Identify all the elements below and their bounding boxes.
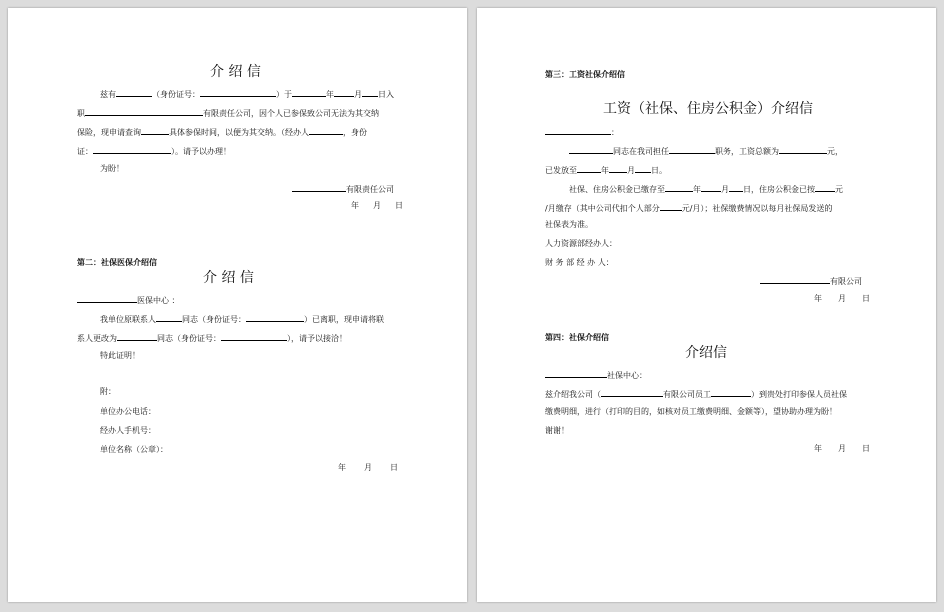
section2-line-4: 特此证明！ <box>100 351 140 360</box>
section1-company <box>292 183 394 195</box>
blank-field <box>635 164 651 173</box>
date-year: 年 <box>351 201 359 210</box>
section4-heading: 第四：社保介绍信 <box>545 333 609 342</box>
blank-field <box>85 107 203 116</box>
section3-line-1 <box>545 126 619 138</box>
text: ，身份 <box>343 128 367 137</box>
text: 同志在我司担任 <box>613 147 669 156</box>
section2-date <box>338 463 398 473</box>
section1-line-4 <box>77 145 231 157</box>
section2-title: 介 绍 信 <box>203 270 254 286</box>
text: 月 <box>721 185 729 194</box>
section1-title: 介 绍 信 <box>210 64 261 80</box>
section4-title: 介绍信 <box>685 345 727 361</box>
section3-line-4 <box>569 183 843 195</box>
blank-field <box>77 294 137 303</box>
date-year: 年 <box>814 444 822 453</box>
blank-field <box>156 313 182 322</box>
blank-field <box>669 145 715 154</box>
section3-line-6: 社保表为准。 <box>545 220 593 229</box>
section4-date <box>814 444 870 454</box>
blank-field <box>665 183 693 192</box>
blank-field <box>577 164 601 173</box>
section3-line-5 <box>545 202 832 214</box>
blank-field <box>292 88 326 97</box>
blank-field <box>221 332 287 341</box>
text: 日入 <box>378 90 394 99</box>
text: 医保中心 ： <box>137 296 180 305</box>
section1-line-2 <box>77 107 379 119</box>
date-month: 月 <box>364 463 372 472</box>
text: ）到贵处打印参保人员社保 <box>751 390 847 399</box>
date-year: 年 <box>814 294 822 303</box>
section3-line-2 <box>569 145 843 157</box>
text: 兹有 <box>100 90 116 99</box>
section2-line-1 <box>77 294 180 306</box>
text: 月 <box>354 90 362 99</box>
blank-field <box>200 88 276 97</box>
text: 社保中心： <box>607 371 647 380</box>
blank-field <box>569 145 613 154</box>
blank-field <box>93 145 171 154</box>
section2-heading: 第二：社保医保介绍信 <box>77 258 157 267</box>
blank-field <box>309 126 343 135</box>
date-day: 日 <box>862 294 870 303</box>
text: 同志（身份证号： <box>182 315 246 324</box>
blank-field <box>711 388 751 397</box>
text: /月缴存（其中公司代扣个人部分 <box>545 204 660 213</box>
blank-field <box>729 183 743 192</box>
section1-line-5: 为盼！ <box>100 164 124 173</box>
document-page-2 <box>477 8 936 602</box>
blank-field <box>292 183 346 192</box>
section2-phone: 单位办公电话： <box>100 407 156 416</box>
text: 兹介绍我公司（ <box>545 390 601 399</box>
blank-field <box>660 202 682 211</box>
blank-field <box>545 126 611 135</box>
blank-field <box>117 332 157 341</box>
blank-field <box>141 126 169 135</box>
text: 有限责任公司 <box>346 185 394 194</box>
section3-title: 工资（社保、住房公积金）介绍信 <box>603 101 813 117</box>
blank-field <box>609 164 627 173</box>
text: 证： <box>77 147 93 156</box>
text: 有限公司 <box>830 277 862 286</box>
blank-field <box>116 88 152 97</box>
text: 年 <box>326 90 334 99</box>
blank-field <box>334 88 354 97</box>
text: ）已离职，现申请将联 <box>304 315 384 324</box>
section3-company <box>760 275 862 287</box>
text: 月 <box>627 166 635 175</box>
section2-line-2 <box>100 313 384 325</box>
section3-finance-handler: 财 务 部 经 办 人： <box>545 258 614 267</box>
blank-field <box>760 275 830 284</box>
section1-line-1 <box>100 88 394 100</box>
blank-field <box>779 145 827 154</box>
blank-field <box>601 388 663 397</box>
text: 系人更改为 <box>77 334 117 343</box>
text: 年 <box>693 185 701 194</box>
text: ），请予以接洽！ <box>287 334 347 343</box>
text: 具体参保时间，以便为其交纳。（经办人 <box>169 128 309 137</box>
text: 有限公司员工 <box>663 390 711 399</box>
document-page-1 <box>8 8 467 602</box>
section3-date <box>814 294 870 304</box>
date-day: 日 <box>390 463 398 472</box>
section2-line-3 <box>77 332 347 344</box>
date-year: 年 <box>338 463 346 472</box>
text: ）。请予以办理！ <box>171 147 231 156</box>
text: ）于 <box>276 90 292 99</box>
blank-field <box>545 369 607 378</box>
section4-line-3: 缴费明细，进行（打印的目的，如核对员工缴费明细、金额等），望协助办理为盼！ <box>545 407 837 416</box>
blank-field <box>815 183 835 192</box>
text: 我单位原联系人 <box>100 315 156 324</box>
blank-field <box>246 313 304 322</box>
date-month: 月 <box>838 444 846 453</box>
section3-hr-handler: 人力资源部经办人： <box>545 239 617 248</box>
text: 职 <box>77 109 85 118</box>
section4-line-2 <box>545 388 847 400</box>
date-month: 月 <box>838 294 846 303</box>
text: ： <box>611 128 619 137</box>
section1-line-3 <box>77 126 367 138</box>
text: 社保、住房公积金已缴存至 <box>569 185 665 194</box>
text: 同志（身份证号： <box>157 334 221 343</box>
section3-line-3 <box>545 164 667 176</box>
text: 年 <box>601 166 609 175</box>
date-month: 月 <box>373 201 381 210</box>
text: 元， <box>827 147 843 156</box>
section2-attach: 附： <box>100 387 116 396</box>
text: 日，住房公积金已按 <box>743 185 815 194</box>
section3-heading: 第三：工资社保介绍信 <box>545 70 625 79</box>
date-day: 日 <box>395 201 403 210</box>
text: 已发放至 <box>545 166 577 175</box>
section4-line-4: 谢谢！ <box>545 426 569 435</box>
text: 职务，工资总额为 <box>715 147 779 156</box>
section1-date <box>351 201 403 211</box>
section2-unit-name: 单位名称（公章）： <box>100 445 168 454</box>
text: 元/月）；社保缴费情况以每月社保局发送的 <box>681 204 833 213</box>
text: 元 <box>835 185 843 194</box>
blank-field <box>701 183 721 192</box>
text: 有限责任公司，因个人已参保致公司无法为其交纳 <box>203 109 379 118</box>
section4-line-1 <box>545 369 647 381</box>
text: 保险，现申请查询 <box>77 128 141 137</box>
text: 日。 <box>651 166 667 175</box>
blank-field <box>362 88 378 97</box>
section2-mobile: 经办人手机号： <box>100 426 156 435</box>
text: （身份证号： <box>152 90 200 99</box>
date-day: 日 <box>862 444 870 453</box>
